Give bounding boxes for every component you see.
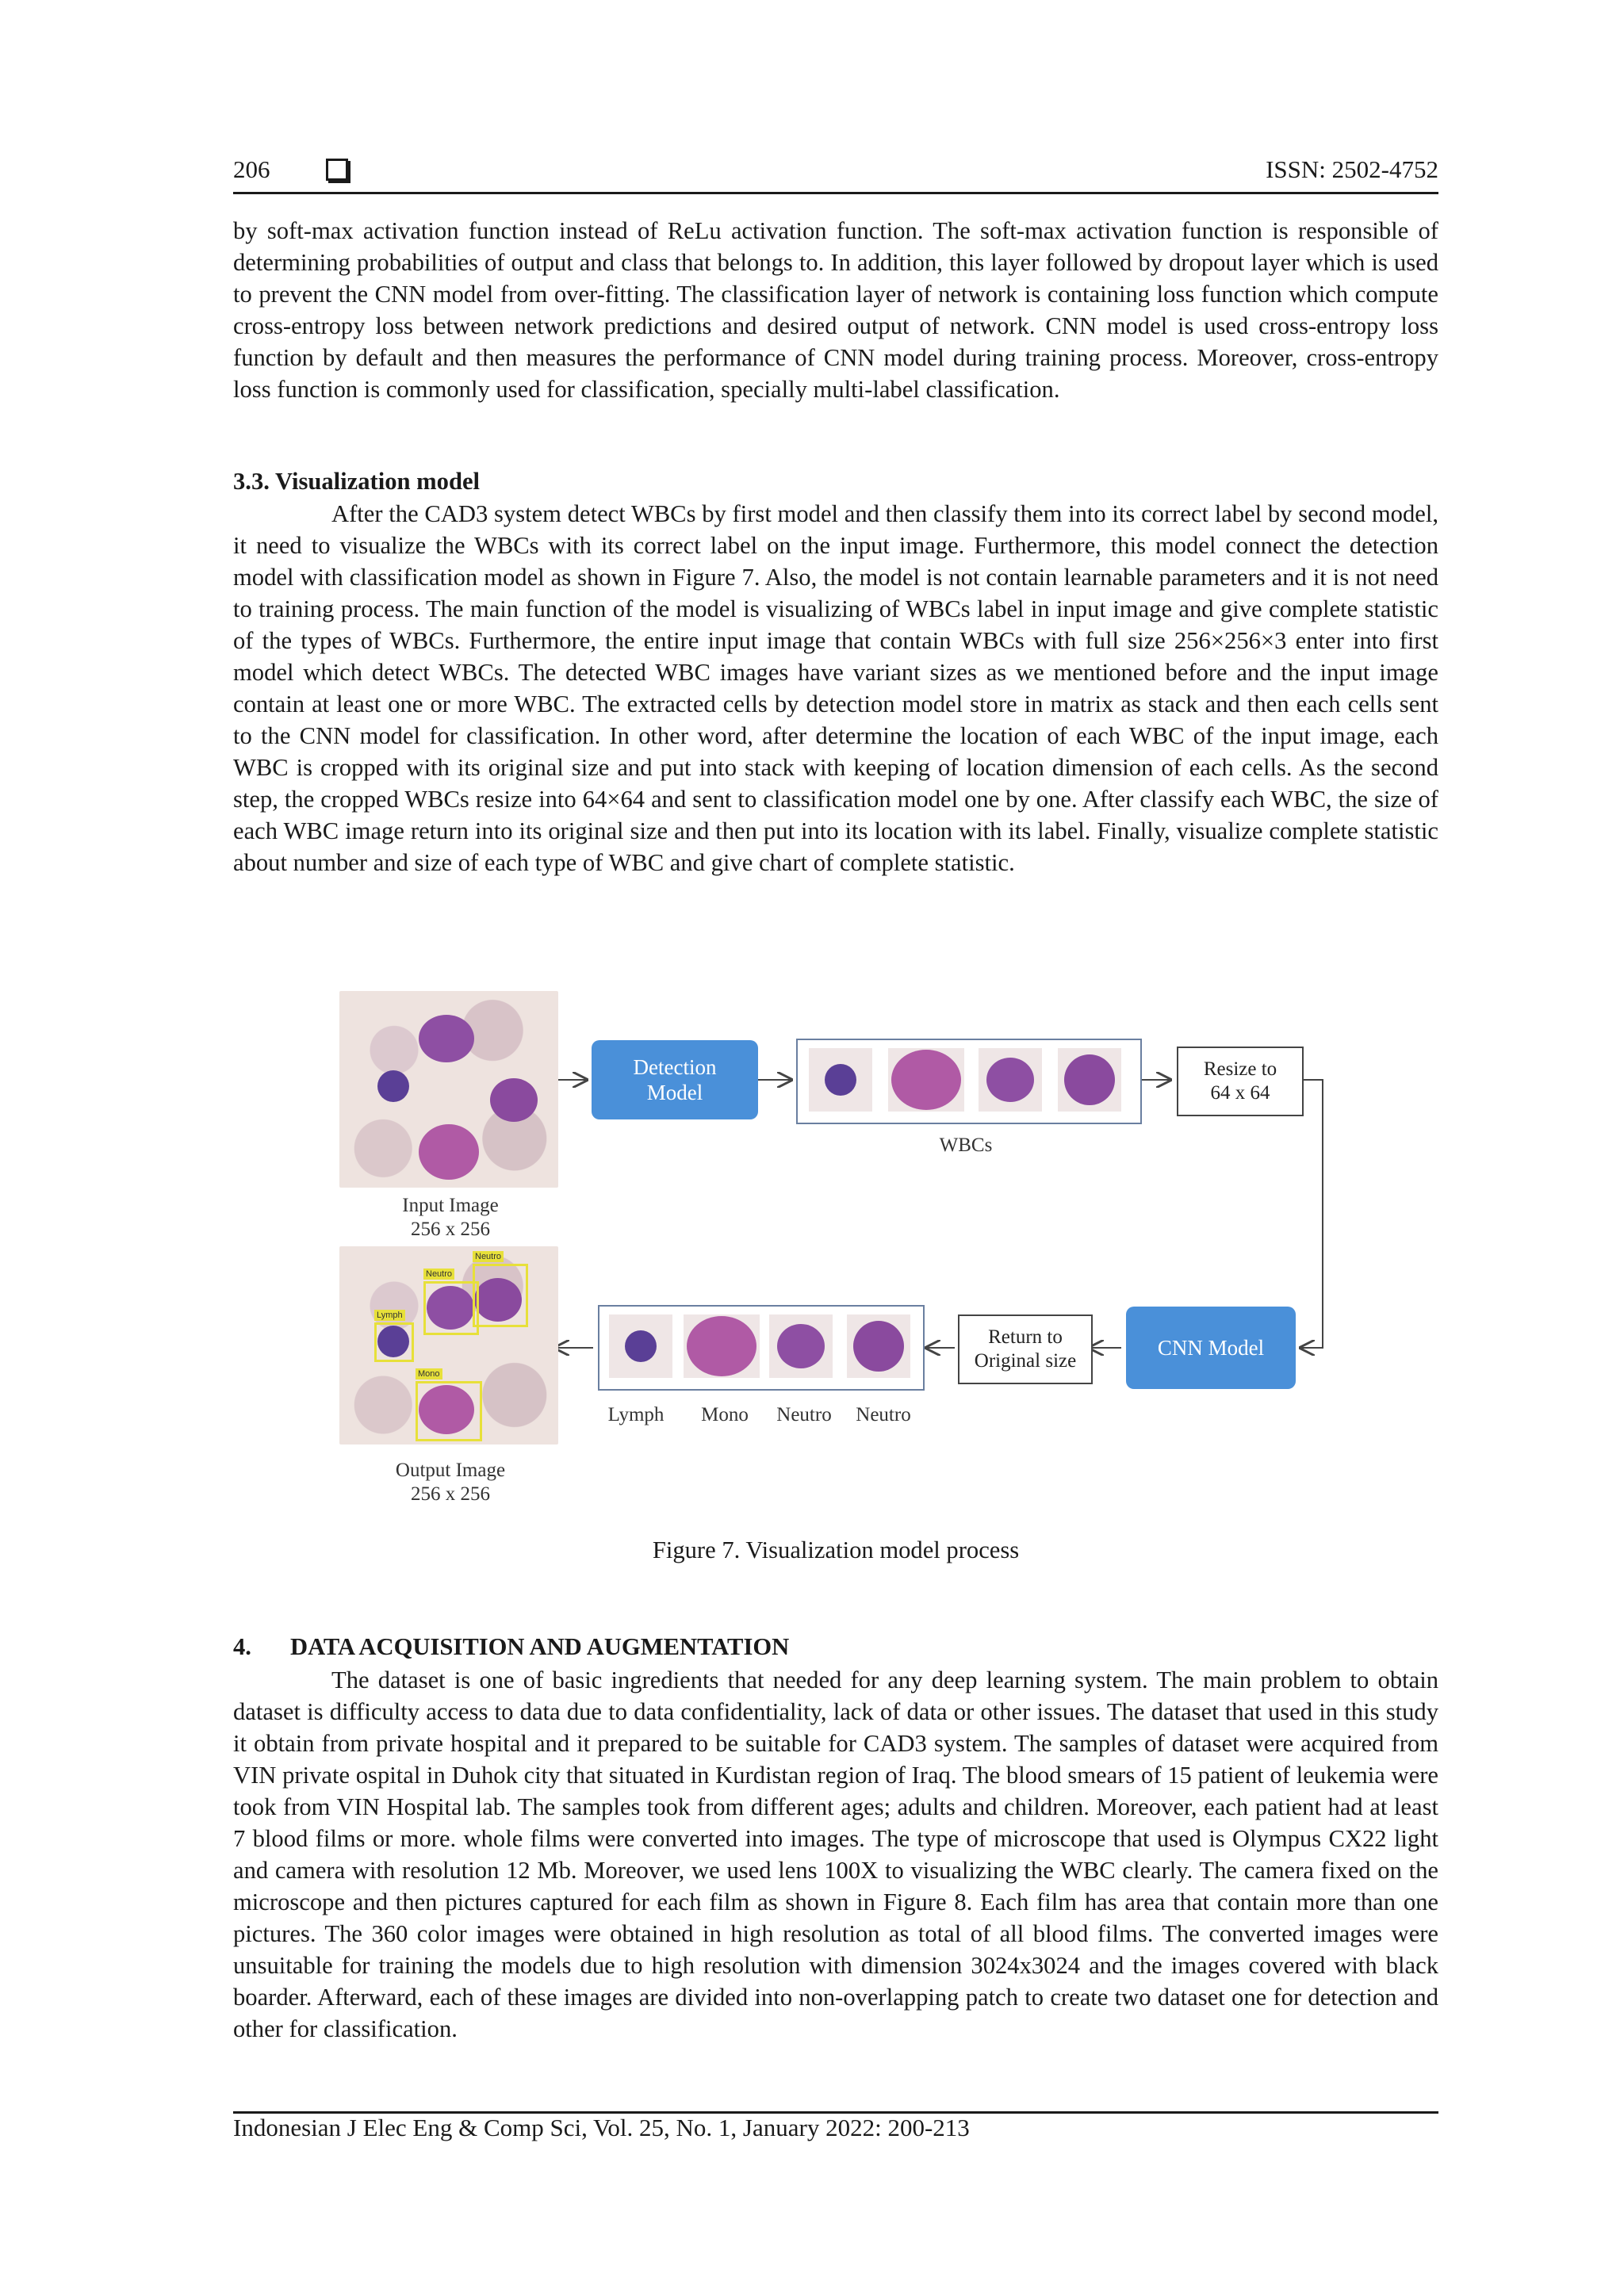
input-image [339, 991, 558, 1188]
page-header [233, 155, 1438, 190]
neutro-bounding-box [423, 1281, 479, 1335]
classified-strip [598, 1305, 925, 1391]
issn-label: ISSN: 2502-4752 [1266, 155, 1438, 183]
resize-box [1177, 1047, 1304, 1116]
mono-box-tag: Mono [416, 1368, 442, 1380]
neutro-box-tag: Neutro [473, 1251, 504, 1262]
wbc-cell [825, 1064, 856, 1096]
wbc-thumb [809, 1048, 872, 1112]
resize-label: Resize to 64 x 64 [1203, 1058, 1277, 1104]
wbc-cell [419, 1015, 474, 1062]
wbc-cell [853, 1321, 904, 1372]
journal-page [233, 0, 1438, 2296]
neutro-box-tag: Neutro [423, 1269, 454, 1280]
output-label-line-1: Output Image [395, 1460, 506, 1481]
lymph-bounding-box [374, 1322, 414, 1362]
wbc-cell [687, 1316, 756, 1376]
section-4-number: 4. [233, 1633, 251, 1660]
wbc-cell [490, 1078, 538, 1122]
detection-model-box [592, 1040, 758, 1119]
wbc-cell [625, 1330, 657, 1362]
wbc-thumb [888, 1048, 964, 1112]
wbc-cell [377, 1070, 409, 1102]
input-label-line-1: Input Image [402, 1195, 499, 1216]
figure-7 [331, 991, 1339, 1530]
class-label-lymph: Lymph [607, 1404, 665, 1425]
wbcs-label: WBCs [939, 1135, 993, 1156]
wbc-thumb [609, 1314, 672, 1378]
section-4-title: DATA ACQUISITION AND AUGMENTATION [290, 1633, 790, 1660]
class-label-mono: Mono [701, 1404, 749, 1425]
wbcs-strip [796, 1039, 1142, 1124]
class-label-neutro: Neutro [856, 1404, 911, 1425]
lymph-box-tag: Lymph [374, 1310, 405, 1321]
intro-paragraph: by soft-max activation function instead of ReLu activation function. The soft-max activation function is responsible of determining probabilities of output and class that belongs to. In addition, this layer followed by dropout layer which is used to prevent the CNN model from over-fitting. The classification layer of network is containing loss function which compute cross-entropy loss between network predictions and desired output of network. CNN model is used cross-entropy loss function by default and then measures the performance of CNN model during training process. Moreover, cross-entropy loss function is commonly used for classification, specially multi-label classification. [233, 217, 1438, 403]
input-label-line-2: 256 x 256 [411, 1219, 490, 1240]
figure-caption: Figure 7. Visualization model process [652, 1536, 1020, 1563]
input-image-label [363, 1194, 538, 1242]
wbc-cell [1064, 1054, 1115, 1105]
output-image-label [363, 1459, 538, 1506]
wbc-thumb [769, 1314, 833, 1378]
return-size-label: Return to Original size [974, 1326, 1077, 1372]
wbc-cell [986, 1058, 1034, 1102]
page-footer: Indonesian J Elec Eng & Comp Sci, Vol. 25, No. 1, January 2022: 200-213 [233, 2114, 970, 2141]
mono-bounding-box [416, 1381, 482, 1441]
wbc-cell [777, 1324, 825, 1368]
class-label-neutro: Neutro [776, 1404, 832, 1425]
cnn-model-box [1126, 1307, 1296, 1389]
return-size-box [958, 1314, 1093, 1384]
wbc-thumb [1058, 1048, 1121, 1112]
page-number: 206 [233, 155, 270, 183]
output-label-line-2: 256 x 256 [411, 1483, 490, 1505]
cnn-model-label: CNN Model [1157, 1336, 1265, 1360]
output-image [339, 1246, 558, 1445]
wbc-thumb [684, 1314, 760, 1378]
wbc-thumb [847, 1314, 910, 1378]
wbc-cell [891, 1050, 961, 1110]
wbc-cell [419, 1124, 479, 1180]
header-rule [233, 192, 1438, 194]
section-4-heading [233, 1633, 789, 1661]
section-3-3-heading: 3.3. Visualization model [233, 468, 481, 495]
section-3-3-body: After the CAD3 system detect WBCs by first model and then classify them into its correct label by second model, it need to visualize the WBCs with its correct label on the input image. Furthermore, this model connect the detection model with classification model as shown in Figure 7. Also, the model is not contain learnable parameters and it is not need to training process. The main function of the model is visualizing of WBCs label in input image and give complete statistic of the types of WBCs. Furthermore, the entire input image that contain WBCs with full size 256×256×3 enter into first model which detect WBCs. The detected WBC images have variant sizes as we mentioned before and the input image contain at least one or more WBC. The extracted cells by detection model store in matrix as stack and then each cells sent to the CNN model for classification. In other word, after determine the location of each WBC of the input image, each WBC is cropped with its original size and put into stack with keeping of location dimension of each cells. As the second step, the cropped WBCs resize into 64×64 and sent to classification model one by one. After classify each WBC, the size of each WBC image return into its original size and then put into its location with its label. Finally, visualize complete statistic about number and size of each type of WBC and give chart of complete statistic. [233, 500, 1438, 876]
neutro-bounding-box [473, 1264, 528, 1327]
checkbox-glyph-icon [326, 159, 348, 181]
wbc-thumb [979, 1048, 1042, 1112]
section-4-body: The dataset is one of basic ingredients that needed for any deep learning system. The main problem to obtain dataset is difficulty access to data due to data confidentiality, lack of data or other issues. The dataset that used in this study it obtain from private hospital and it prepared to be suitable for CAD3 system. The samples of dataset were acquired from VIN private ospital in Duhok city that situated in Kurdistan region of Iraq. The blood smears of 15 patient of leukemia were took from VIN Hospital lab. The samples took from different ages; adults and children. Moreover, each patient had at least 7 blood films or more. whole films were converted into images. The type of microscope that used is Olympus CX22 light and camera with resolution 12 Mb. Moreover, we used lens 100X to visualizing the WBC clearly. The camera fixed on the microscope and then pictures captured for each film as shown in Figure 8. Each film has area that contain more than one pictures. The 360 color images were obtained in high resolution as total of all blood films. The converted images were unsuitable for training the models due to high resolution with dimension 3024x3024 and the images covered with black boarder. Afterward, each of these images are divided into non-overlapping patch to create two dataset one for detection and other for classification. [233, 1667, 1438, 2042]
detection-model-label: Detection Model [633, 1055, 717, 1104]
